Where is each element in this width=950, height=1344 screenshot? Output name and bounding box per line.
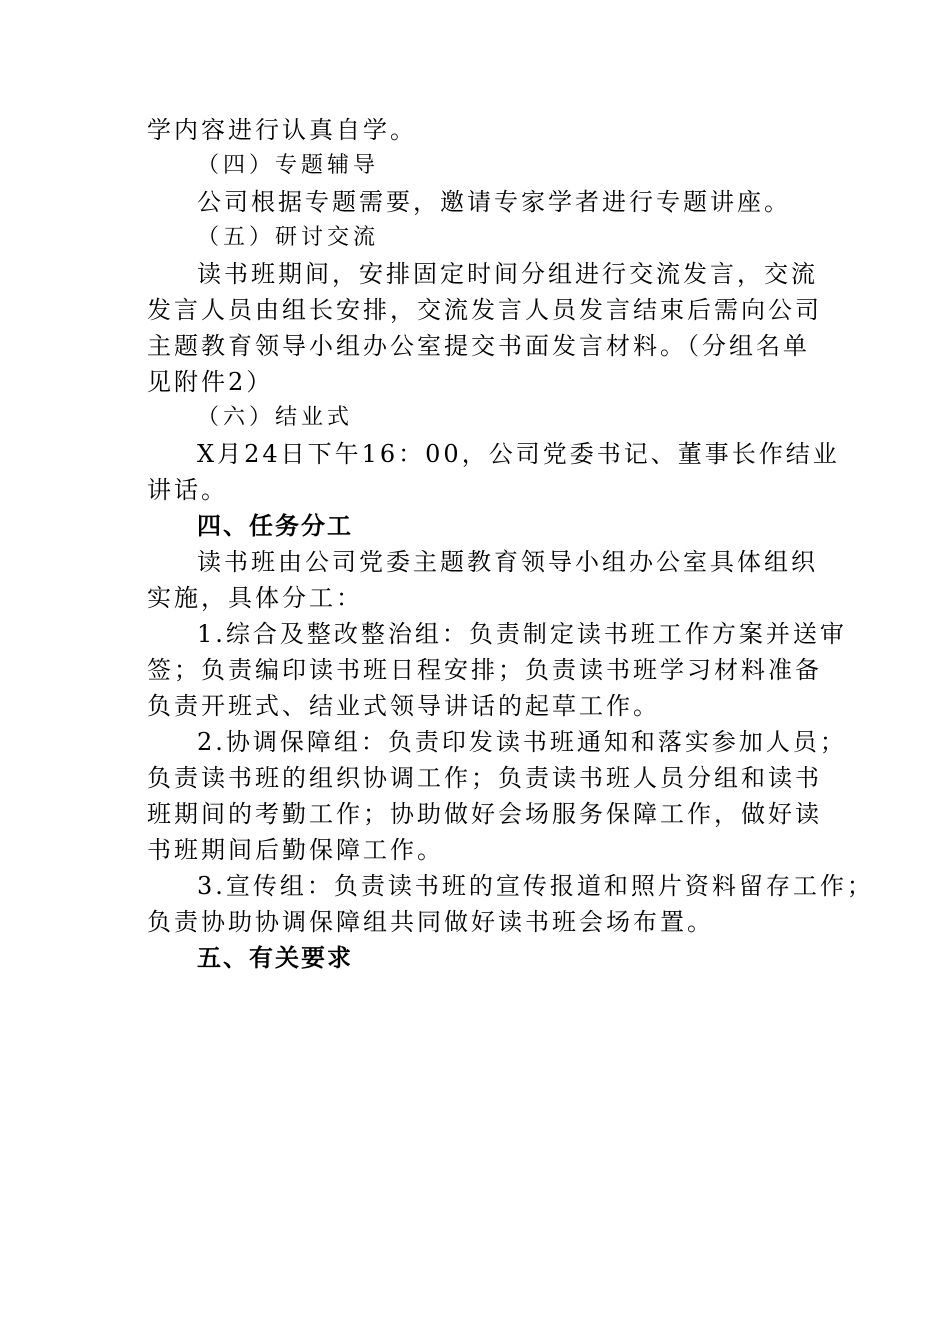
paragraph-line: 签；负责编印读书班日程安排；负责读书班学习材料准备 — [147, 656, 822, 684]
paragraph-line: 主题教育领导小组办公室提交书面发言材料。（分组名单 — [147, 332, 810, 360]
paragraph-line: 讲话。 — [147, 476, 228, 504]
paragraph-line: 发言人员由组长安排，交流发言人员发言结束后需向公司 — [147, 296, 822, 324]
paragraph-line: 见附件2） — [147, 368, 274, 396]
paragraph-line: 读书班期间，安排固定时间分组进行交流发言，交流 — [197, 260, 818, 288]
section-subheading: （六）结业式 — [197, 405, 354, 430]
paragraph-line: 负责开班式、结业式领导讲话的起草工作。 — [147, 692, 660, 720]
paragraph-line: 负责读书班的组织协调工作；负责读书班人员分组和读书 — [147, 764, 822, 792]
paragraph-line: 2.协调保障组：负责印发读书班通知和落实参加人员； — [197, 728, 847, 756]
paragraph-line: 班期间的考勤工作；协助做好会场服务保障工作，做好读 — [147, 800, 822, 828]
paragraph-line: 公司根据专题需要，邀请专家学者进行专题讲座。 — [197, 188, 791, 216]
paragraph-line: 实施，具体分工： — [147, 584, 363, 612]
section-subheading: （五）研讨交流 — [197, 225, 380, 250]
paragraph-line: 3.宣传组：负责读书班的宣传报道和照片资料留存工作； — [197, 872, 874, 900]
paragraph-line: 1.综合及整改整治组：负责制定读书班工作方案并送审 — [197, 620, 847, 648]
document-page — [147, 112, 874, 976]
section-heading: 五、有关要求 — [197, 944, 353, 972]
paragraph-line: 书班期间后勤保障工作。 — [147, 836, 444, 864]
paragraph-line: 学内容进行认真自学。 — [147, 116, 417, 144]
section-heading: 四、任务分工 — [197, 512, 353, 540]
paragraph-line: 负责协助协调保障组共同做好读书班会场布置。 — [147, 908, 714, 936]
paragraph-line: 读书班由公司党委主题教育领导小组办公室具体组织 — [197, 548, 818, 576]
section-subheading: （四）专题辅导 — [197, 153, 380, 178]
paragraph-line: X月24日下午16：00，公司党委书记、董事长作结业 — [197, 440, 840, 468]
